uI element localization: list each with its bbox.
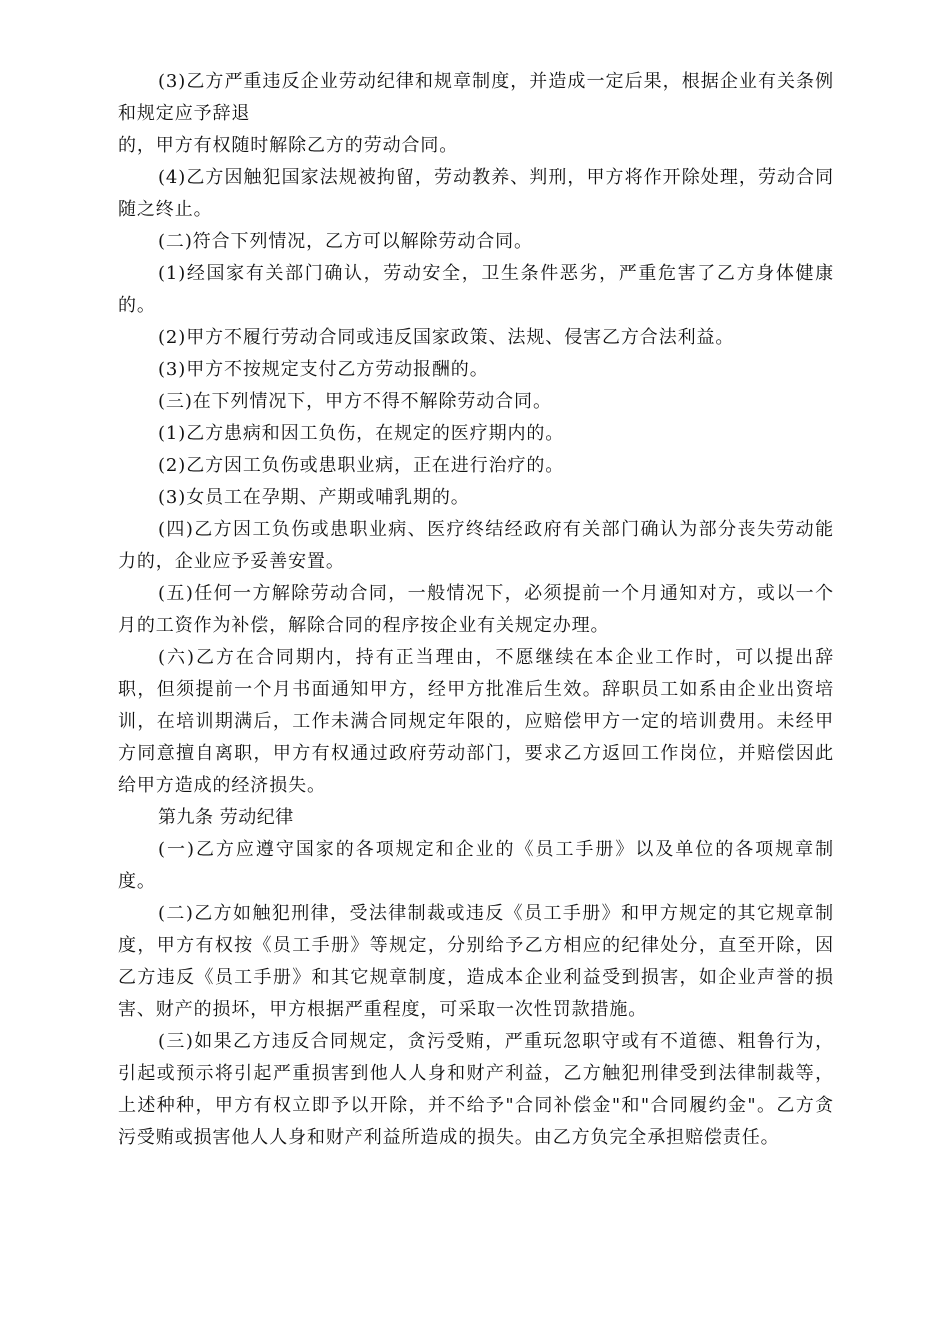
paragraph-no-termination-3: (3)女员工在孕期、产期或哺乳期的。 xyxy=(158,487,470,508)
document-page xyxy=(118,66,834,1154)
paragraph-dismissal-clause-4: (4)乙方因触犯国家法规被拘留，劳动教养、判刑，甲方将作开除处理，劳动合同随之终止。 xyxy=(118,167,834,220)
paragraph-employee-termination-1: (1)经国家有关部门确认，劳动安全，卫生条件恶劣，严重危害了乙方身体健康的。 xyxy=(118,263,834,316)
paragraph-discipline-3: (三)如果乙方违反合同规定，贪污受贿，严重玩忽职守或有不道德、粗鲁行为，引起或预示将引起严重损害到他人人身和财产利益，乙方触犯刑律受到法律制裁等，上述种种，甲方有权立即予以开除，并不给予"合同补偿金"和"合同履约金"。乙方贪污受贿或损害他人人身和财产利益所造成的损失。由乙方负完全承担赔偿责任。 xyxy=(118,1031,834,1148)
paragraph-discipline-2: (二)乙方如触犯刑律，受法律制裁或违反《员工手册》和甲方规定的其它规章制度，甲方有权按《员工手册》等规定，分别给予乙方相应的纪律处分，直至开除，因乙方违反《员工手册》和其它规章制度，造成本企业利益受到损害，如企业声誉的损害、财产的损坏，甲方根据严重程度，可采取一次性罚款措施。 xyxy=(118,903,834,1020)
paragraph-no-termination-2: (2)乙方因工负伤或患职业病，正在进行治疗的。 xyxy=(158,455,565,476)
paragraph-discipline-1: (一)乙方应遵守国家的各项规定和企业的《员工手册》以及单位的各项规章制度。 xyxy=(118,839,834,892)
paragraph-dismissal-clause-3-continued: 的，甲方有权随时解除乙方的劳动合同。 xyxy=(118,135,459,156)
paragraph-clause-four: (四)乙方因工负伤或患职业病、医疗终结经政府有关部门确认为部分丧失劳动能力的，企业应予妥善安置。 xyxy=(118,519,834,572)
paragraph-dismissal-clause-3: (3)乙方严重违反企业劳动纪律和规章制度，并造成一定后果，根据企业有关条例和规定应予辞退 xyxy=(118,71,834,124)
paragraph-clause-six: (六)乙方在合同期内，持有正当理由，不愿继续在本企业工作时，可以提出辞职，但须提前一个月书面通知甲方，经甲方批准后生效。辞职员工如系由企业出资培训，在培训期满后，工作未满合同规定年限的，应赔偿甲方一定的培训费用。未经甲方同意擅自离职，甲方有权通过政府劳动部门，要求乙方返回工作岗位，并赔偿因此给甲方造成的经济损失。 xyxy=(118,647,834,796)
paragraph-employee-termination-2: (2)甲方不履行劳动合同或违反国家政策、法规、侵害乙方合法利益。 xyxy=(158,327,735,348)
article-nine-heading: 第九条 劳动纪律 xyxy=(158,807,294,828)
paragraph-employee-termination-heading: (二)符合下列情况，乙方可以解除劳动合同。 xyxy=(158,231,533,252)
paragraph-no-termination-1: (1)乙方患病和因工负伤，在规定的医疗期内的。 xyxy=(158,423,565,444)
paragraph-clause-five: (五)任何一方解除劳动合同，一般情况下，必须提前一个月通知对方，或以一个月的工资作为补偿，解除合同的程序按企业有关规定办理。 xyxy=(118,583,834,636)
paragraph-no-termination-heading: (三)在下列情况下，甲方不得不解除劳动合同。 xyxy=(158,391,552,412)
paragraph-employee-termination-3: (3)甲方不按规定支付乙方劳动报酬的。 xyxy=(158,359,489,380)
